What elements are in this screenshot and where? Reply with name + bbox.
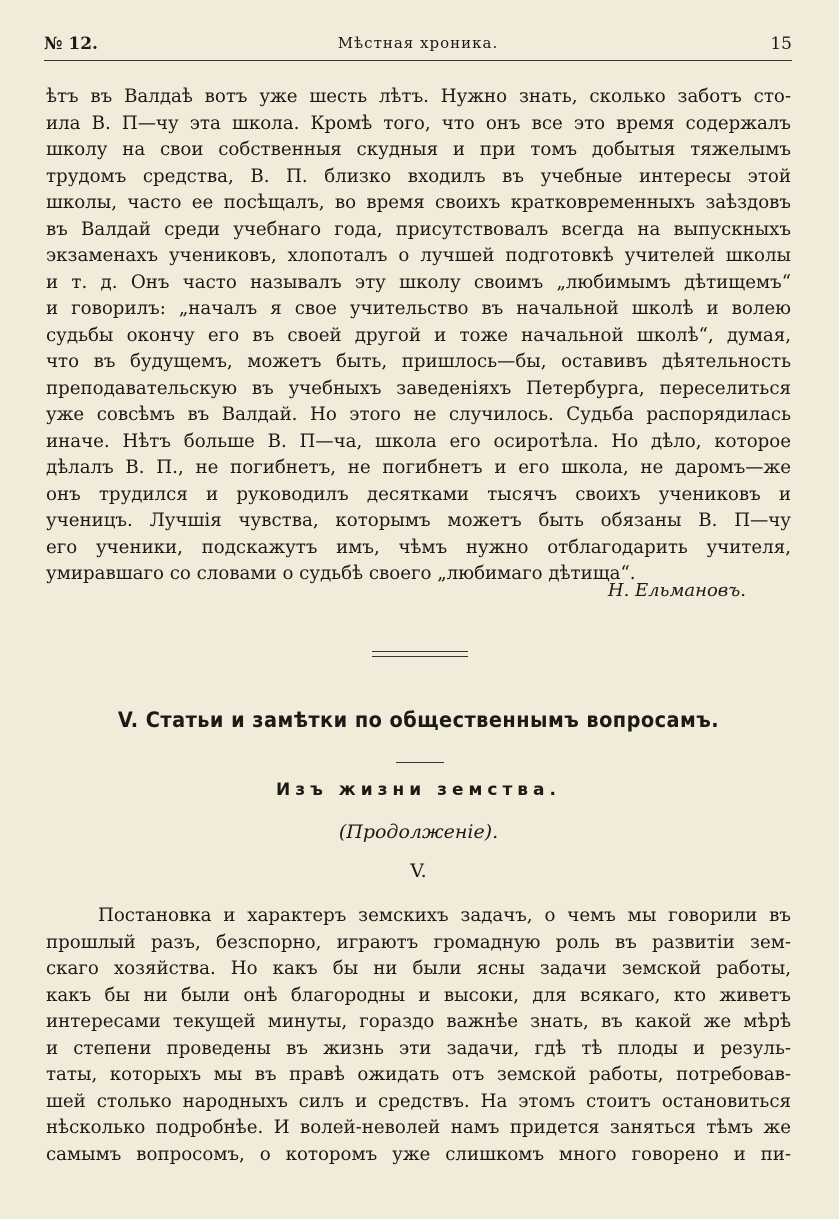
text-line: судьбы окончу его въ своей другой и тоже начальной школѣ“, думая, bbox=[46, 324, 791, 346]
double-divider bbox=[372, 651, 468, 657]
text-line: самымъ вопросомъ, о которомъ уже слишкомъ много говорено и пи- bbox=[46, 1143, 791, 1165]
text-line: шей столько народныхъ силъ и средствъ. На этомъ стоитъ остановиться bbox=[46, 1090, 791, 1112]
text-line: нѣсколько подробнѣе. И волей-неволей намъ придется заняться тѣмъ же bbox=[46, 1117, 791, 1138]
text-line: ѣтъ въ Валдаѣ вотъ уже шесть лѣтъ. Нужно знать, сколько заботъ сто- bbox=[46, 86, 791, 107]
text-line: ила В. П—чу эта школа. Кромѣ того, что онъ все это время содержалъ bbox=[46, 112, 791, 134]
text-line: какъ бы ни были онѣ благородны и высоки, для всякаго, кто живетъ bbox=[46, 984, 791, 1006]
text-line: и степени проведены въ жизнь эти задачи, гдѣ тѣ плоды и резуль- bbox=[46, 1037, 791, 1059]
paragraph-new bbox=[46, 903, 791, 1168]
text-line: умиравшаго со словами о судьбѣ своего „любимаго дѣтища“. bbox=[46, 563, 636, 584]
text-line: Постановка и характеръ земскихъ задачъ, о чемъ мы говорили въ bbox=[98, 905, 791, 926]
short-divider bbox=[396, 762, 444, 763]
text-line: онъ трудился и руководилъ десятками тысячъ своихъ учениковъ и bbox=[46, 483, 791, 505]
text-line: и т. д. Онъ часто называлъ эту школу своимъ „любимымъ дѣтищемъ“ bbox=[46, 271, 791, 293]
text-line: таты, которыхъ мы въ правѣ ожидать отъ земской работы, потребовав- bbox=[46, 1064, 791, 1085]
text-line: его ученики, подскажутъ имъ, чѣмъ нужно отблагодарить учителя, bbox=[46, 536, 791, 558]
text-line: уже совсѣмъ въ Валдай. Но этого не случилось. Судьба распорядилась bbox=[46, 404, 791, 425]
text-line: въ Валдай среди учебнаго года, присутствовалъ всегда на выпускныхъ bbox=[46, 218, 791, 240]
paragraph-continued bbox=[46, 84, 791, 588]
text-line: школы, часто ее посѣщалъ, во время своихъ кратковременныхъ заѣздовъ bbox=[46, 192, 791, 213]
text-line: иначе. Нѣтъ больше В. П—ча, школа его осиротѣла. Но дѣло, которое bbox=[46, 430, 791, 452]
text-line: прошлый разъ, безспорно, играютъ громадную роль въ развитіи зем- bbox=[46, 931, 791, 953]
text-line: экзаменахъ учениковъ, хлопоталъ о лучшей подготовкѣ учителей школы bbox=[46, 245, 791, 266]
text-line: преподавательскую въ учебныхъ заведеніяхъ Петербурга, переселиться bbox=[46, 377, 791, 399]
section-heading: V. Статьи и замѣтки по общественнымъ вопросамъ. bbox=[117, 708, 720, 732]
author-signature: Н. Ельмановъ. bbox=[607, 580, 746, 601]
section-running-title: Мѣстная хроника. bbox=[337, 34, 499, 52]
text-line: ученицъ. Лучшія чувства, которымъ можетъ быть обязаны В. П—чу bbox=[46, 510, 791, 531]
chapter-number: V. bbox=[410, 860, 427, 882]
running-head bbox=[44, 34, 792, 56]
text-line: интересами текущей минуты, гораздо важнѣе знать, въ какой же мѣрѣ bbox=[46, 1011, 791, 1032]
issue-number: № 12. bbox=[44, 34, 98, 54]
article-title: Изъ жизни земства. bbox=[275, 780, 561, 800]
text-line: дѣлалъ В. П., не погибнетъ, не погибнетъ и его школа, не даромъ—же bbox=[46, 457, 791, 478]
continued-note: (Продолженіе). bbox=[338, 821, 499, 843]
text-line: и говорилъ: „началъ я свое учительство въ начальной школѣ и волею bbox=[46, 298, 791, 319]
text-line: что въ будущемъ, можетъ быть, пришлось—бы, оставивъ дѣятельность bbox=[46, 351, 791, 372]
text-line: скаго хозяйства. Но какъ бы ни были ясны задачи земской работы, bbox=[46, 958, 791, 979]
page-number: 15 bbox=[770, 34, 792, 54]
header-rule bbox=[44, 60, 792, 61]
text-line: трудомъ средства, В. П. близко входилъ въ учебные интересы этой bbox=[46, 165, 791, 187]
text-line: школу на свои собственныя скудныя и при томъ добытыя тяжелымъ bbox=[46, 139, 791, 160]
